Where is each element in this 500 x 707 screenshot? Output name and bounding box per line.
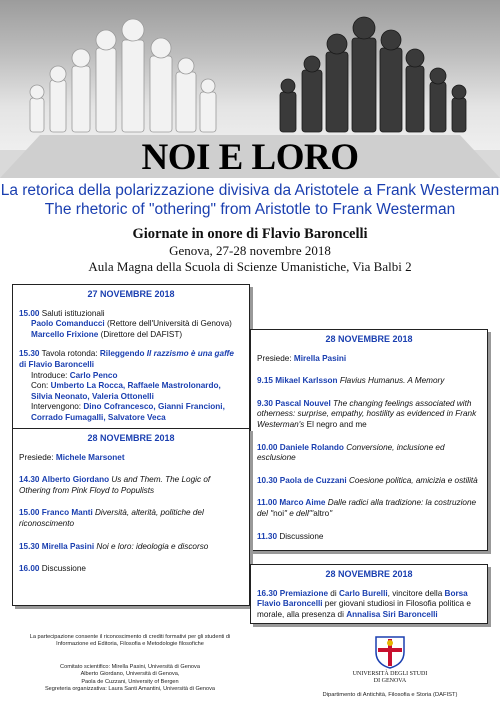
session-tavola-rotonda: 15.30 Tavola rotonda: Rileggendo Il razzismo è una gaffe di Flavio Baroncelli bbox=[19, 349, 234, 369]
university-name: UNIVERSITÀ DEGLI STUDI DI GENOVA bbox=[352, 671, 428, 684]
program-box-premiazione bbox=[250, 564, 488, 624]
department-name: Dipartimento di Antichità, Filosofia e Storia (DAFIST) bbox=[322, 692, 458, 698]
page-title: NOI E LORO bbox=[141, 137, 359, 178]
honor-line: Giornate in onore di Flavio Baroncelli bbox=[132, 226, 368, 242]
presiede-line: Presiede: Mirella Pasini bbox=[257, 353, 347, 363]
talk-item: 10.00 Daniele Rolando Conversione, inclusione ed esclusione bbox=[257, 442, 445, 463]
talk-item: 10.30 Paola de Cuzzani Coesione politica, amicizia e ostilità bbox=[257, 475, 478, 485]
talk-item: 9.15 Mikael Karlsson Flavius Humanus. A Memory bbox=[257, 376, 445, 386]
committee-info: Comitato scientifico: Mirella Pasini, Università di Genova Alberto Giordano, Università di Genova, Paola de Cuzzani, University of Bergen Segreteria organizzativa: Laura Santi Amantini, Università di Genova bbox=[44, 664, 216, 693]
session-saluti: 15.00 Saluti istituzionali bbox=[19, 308, 105, 318]
subtitle-english: The rhetoric of "othering" from Aristotle to Frank Westerman bbox=[44, 201, 456, 218]
event-dates: Genova, 27-28 novembre 2018 bbox=[169, 243, 331, 258]
talk-item: 11.00 Marco Aime Dalle radici alla tradizione: la costruzione del "noi" e dell'"altro" bbox=[257, 498, 477, 518]
intervengono-line: Intervengono: Dino Cofrancesco, Gianni Francioni, Corrado Fumagalli, Salvatore Veca bbox=[31, 402, 225, 422]
intro-line: Introduce: Carlo Penco bbox=[31, 370, 118, 380]
talk-item: 14.30 Alberto Giordano Us and Them. The Logic of Othering from Pink Floyd to Populists bbox=[19, 475, 211, 495]
program-box-28-nov-morning bbox=[250, 329, 488, 551]
con-line: Con: Umberto La Rocca, Raffaele Mastrolonardo, Silvia Neonato, Valeria Ottonelli bbox=[31, 381, 221, 401]
talk-item: 15.00 Franco Manti Diversità, alterità, politiche del riconoscimento bbox=[19, 508, 204, 528]
presiede-line: Presiede: Michele Marsonet bbox=[19, 452, 125, 462]
box-header: 28 NOVEMBRE 2018 bbox=[87, 433, 175, 443]
program-box-27-nov bbox=[12, 284, 250, 430]
speaker-line: Marcello Frixione (Direttore del DAFIST) bbox=[31, 329, 183, 339]
box-header: 28 NOVEMBRE 2018 bbox=[325, 334, 413, 344]
subtitle-italian: La retorica della polarizzazione divisiva da Aristotele a Frank Westerman bbox=[0, 182, 500, 199]
talk-item: 9.30 Pascal Nouvel The changing feelings associated with otherness: surprise, empathy, hostility as evidenced in Frank Westerman's El negro and me bbox=[257, 398, 477, 429]
talk-item: 11.30 Discussione bbox=[257, 531, 324, 541]
program-box-28-nov-afternoon bbox=[12, 428, 250, 606]
credits-note: La partecipazione consente il riconoscimento di crediti formativi per gli studenti di Informazione ed Editoria, Filosofia e Metodologie filosofiche bbox=[29, 634, 231, 648]
speaker-line: Paolo Comanducci (Rettore dell'Università di Genova) bbox=[31, 319, 232, 329]
event-venue: Aula Magna della Scuola di Scienze Umanistiche, Via Balbi 2 bbox=[88, 259, 412, 274]
talk-item: 16.00 Discussione bbox=[19, 564, 86, 574]
award-text: 16.30 Premiazione di Carlo Burelli, vincitore della Borsa Flavio Baroncelli per giovani studiosi in Filosofia politica e morale, alla presenza di Annalisa Siri Baroncelli bbox=[257, 588, 471, 619]
box-header: 27 NOVEMBRE 2018 bbox=[87, 289, 175, 299]
university-logo-icon bbox=[370, 634, 410, 670]
talk-item: 15.30 Mirella Pasini Noi e loro: ideologia e discorso bbox=[19, 541, 209, 551]
box-header: 28 NOVEMBRE 2018 bbox=[325, 569, 413, 579]
